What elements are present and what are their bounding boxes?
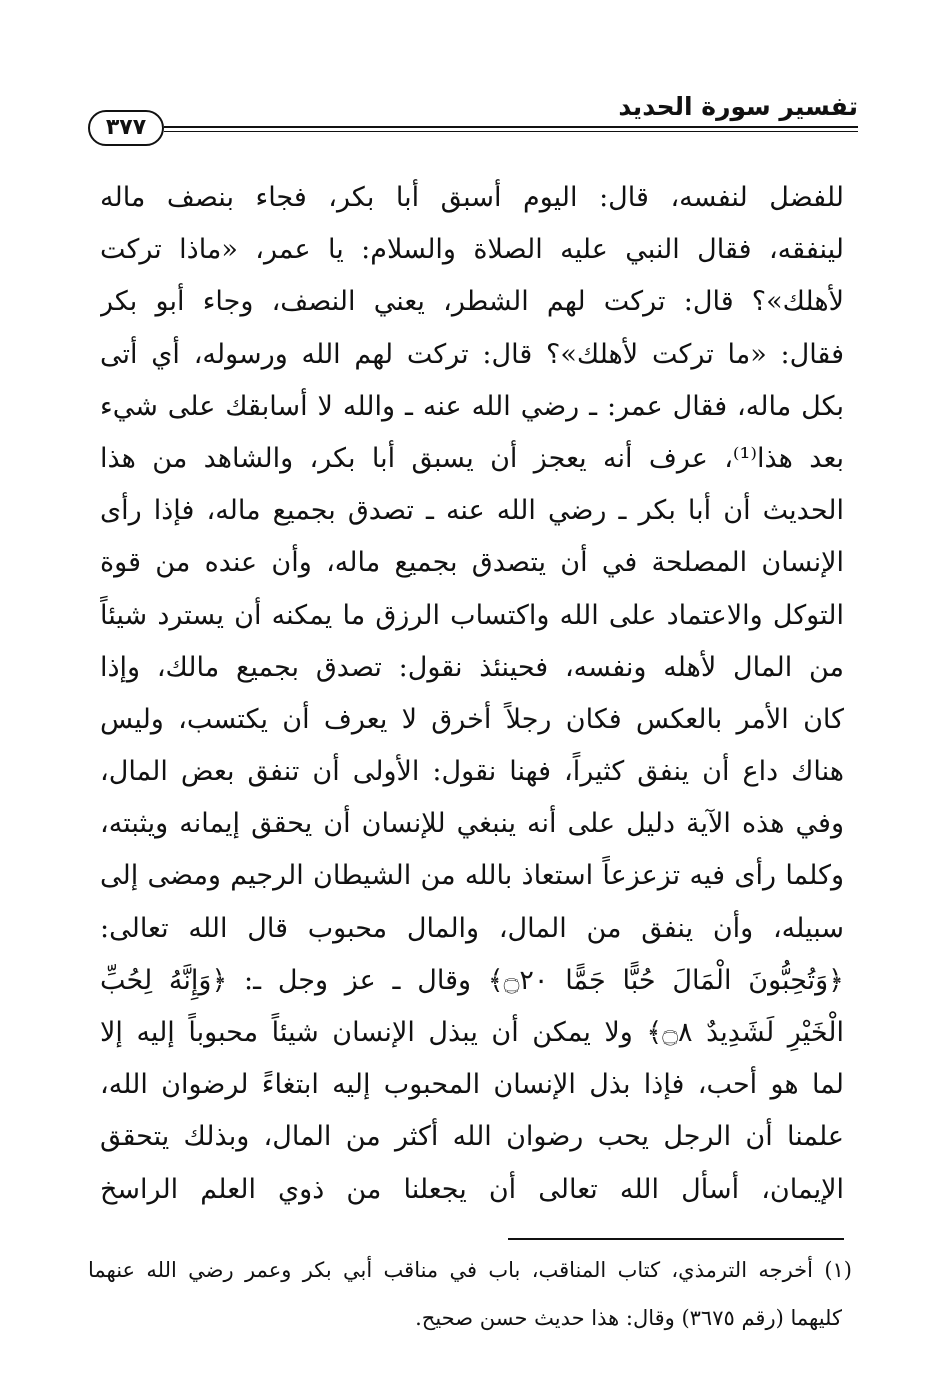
page-number: ٣٧٧ [105, 115, 147, 140]
text-line: من المال لأهله ونفسه، فحينئذ نقول: تصدق بجميع مالك، وإذا [100, 651, 844, 683]
text-line: التوكل والاعتماد على الله واكتساب الرزق ما يمكنه أن يسترد شيئاً [100, 599, 844, 631]
quran-verse-line: الْخَيْرِ لَشَدِيدٌ ۝٨﴾ ولا يمكن أن يبذل الإنسان شيئاً محبوباً إليه إلا [100, 1017, 844, 1048]
text-line: بكل ماله، فقال عمر: ـ رضي الله عنه ـ والله لا أسابقك على شيء [100, 390, 844, 422]
text-line: فقال: «ما تركت لأهلك»؟ قال: تركت لهم الله ورسوله، أي أتى [100, 338, 844, 370]
text-line: وفي هذه الآية دليل على أنه ينبغي للإنسان أن يحقق إيمانه ويثبته، [100, 808, 844, 840]
text-line: لينفقه، فقال النبي عليه الصلاة والسلام: يا عمر، «ماذا تركت [100, 234, 844, 266]
text-line: بعد هذا⁽¹⁾، عرف أنه يعجز أن يسبق أبا بكر، والشاهد من هذا [100, 442, 844, 474]
text-line: للفضل لنفسه، قال: اليوم أسبق أبا بكر، فجاء بنصف ماله [100, 182, 844, 213]
text-line: لأهلك»؟ قال: تركت لهم الشطر، يعني النصف، وجاء أبو بكر [100, 286, 844, 318]
header-rule [164, 126, 858, 128]
text-line: سبيله، وأن ينفق من المال، والمال محبوب قال الله تعالى: [100, 912, 844, 944]
text-line: كان الأمر بالعكس فكان رجلاً أخرق لا يعرف أن يكتسب، وليس [100, 703, 844, 735]
text-line: وكلما رأى فيه تزعزعاً استعاذ بالله من الشيطان الرجيم ومضى إلى [100, 860, 844, 892]
text-line: علمنا أن الرجل يحب رضوان الله أكثر من المال، وبذلك يتحقق [100, 1121, 844, 1153]
running-header [88, 92, 858, 152]
text-line: هناك داع أن ينفق كثيراً، فهنا نقول: الأولى أن تنفق بعض المال، [100, 756, 844, 788]
running-title: تفسير سورة الحديد [618, 92, 858, 121]
footnote-line: (١) أخرجه الترمذي، كتاب المناقب، باب في مناقب أبي بكر وعمر رضي الله عنهما [88, 1258, 852, 1282]
footnote-line: كليهما (رقم ٣٦٧٥) وقال: هذا حديث حسن صحيح. [415, 1306, 842, 1330]
body-text [100, 172, 844, 1216]
text-line: لما هو أحب، فإذا بذل الإنسان المحبوب إليه ابتغاءً لرضوان الله، [100, 1069, 844, 1101]
quran-verse-line: ﴿وَتُحِبُّونَ الْمَالَ حُبًّا جَمًّا ۝٢٠﴾ وقال ـ عز وجل ـ: ﴿وَإِنَّهُ لِحُبِّ [100, 964, 844, 996]
page-number-frame [88, 110, 164, 146]
header-rule-thin [164, 131, 858, 132]
text-line: الحديث أن أبا بكر ـ رضي الله عنه ـ تصدق بجميع ماله، فإذا رأى [100, 495, 844, 527]
footnote-separator [508, 1238, 844, 1240]
footnotes [88, 1246, 852, 1342]
text-line: الإنسان المصلحة في أن يتصدق بجميع ماله، وأن عنده من قوة [100, 547, 844, 579]
text-line: الإيمان، أسأل الله تعالى أن يجعلنا من ذوي العلم الراسخ [100, 1173, 844, 1205]
